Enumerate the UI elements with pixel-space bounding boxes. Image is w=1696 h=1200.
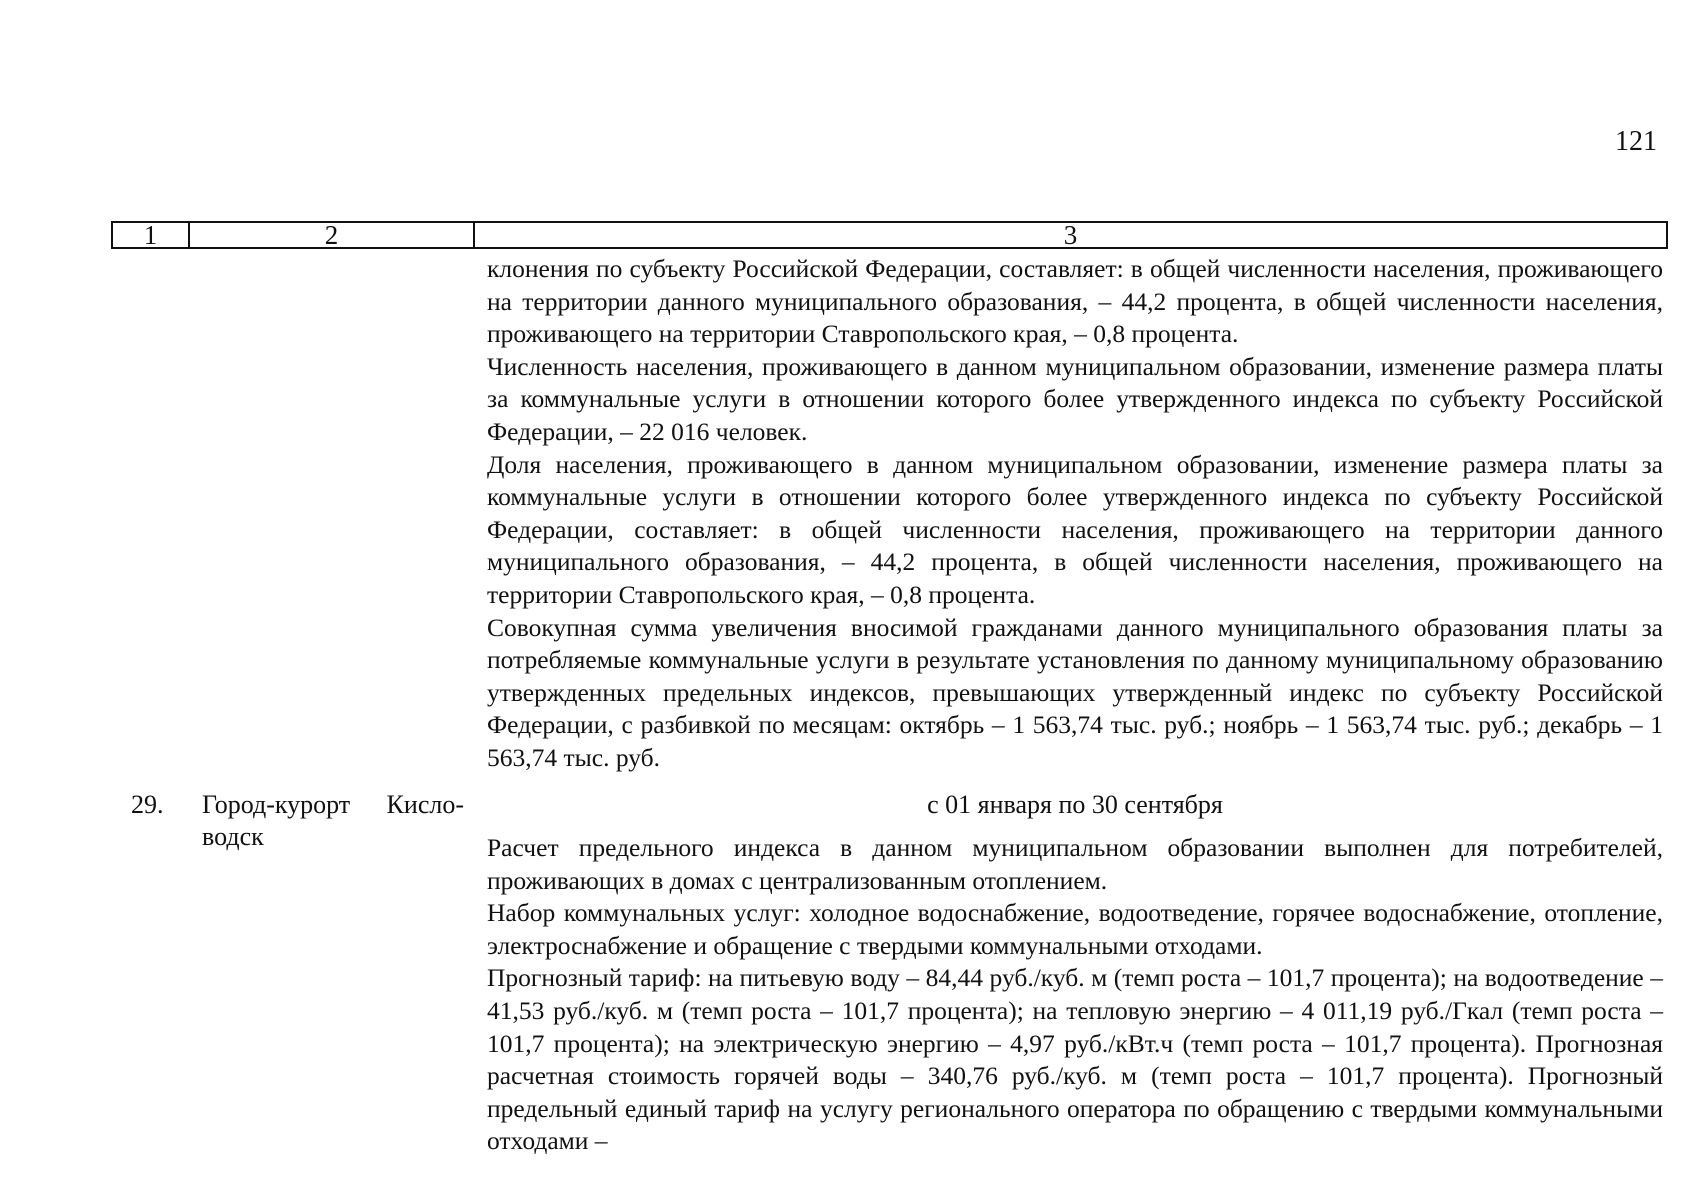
row-29-text-block bbox=[487, 832, 1663, 1158]
paragraph: Численность населения, проживающего в данном муниципальном образовании, изменение размера платы за коммунальные услуги в отношении которого более утвержденного индекса по субъекту Российской Федерации, – 22 016 человек. bbox=[487, 351, 1663, 446]
paragraph: Набор коммунальных услуг: холодное водоснабжение, водоотведение, горячее водоснабжение, отопление, электроснабжение и обращение с твердыми коммунальными отходами. bbox=[487, 898, 1663, 960]
column-header-1: 1 bbox=[113, 223, 190, 247]
row-number: 29. bbox=[131, 790, 164, 819]
page-number: 121 bbox=[1615, 126, 1657, 157]
paragraph: клонения по субъекту Российской Федерации, составляет: в общей численности населения, проживающего на территории данного муниципального образования, – 44,2 процента, в общей численности населения, проживающего на территории Ставропольского края, – 0,8 процента. bbox=[487, 254, 1663, 349]
table-header-row bbox=[111, 221, 1668, 249]
paragraph: Прогнозный тариф: на питьевую воду – 84,44 руб./куб. м (темп роста – 101,7 процента); на водоотведение – 41,53 руб./куб. м (темп роста – 101,7 процента); на тепловую энергию – 4 011,19 руб./Гкал (темп роста – 101,7 процента); на электрическую энергию – 4,97 руб./кВт.ч (темп роста – 101,7 процента). Прогнозная расчетная стоимость горячей воды – 340,76 руб./куб. м (темп роста – 101,7 процента). Прогнозный предельный единый тариф на услугу регионального оператора по обращению с твердыми коммунальными отходами – bbox=[487, 963, 1663, 1156]
municipality-name: Город-курорт Кисловодск bbox=[202, 790, 464, 851]
paragraph: Совокупная сумма увеличения вносимой гражданами данного муниципального образования платы за потребляемые коммунальные услуги в результате установления по данному муниципальному образованию утвержденных предельных индексов, превышающих утвержденный индекс по субъекту Российской Федерации, с разбивкой по месяцам: октябрь – 1 563,74 тыс. руб.; ноябрь – 1 563,74 тыс. руб.; декабрь – 1 563,74 тыс. руб. bbox=[487, 612, 1663, 772]
column-header-3: 3 bbox=[1063, 220, 1078, 250]
paragraph: Доля населения, проживающего в данном муниципальном образовании, изменение размера платы за коммунальные услуги в отношении которого более утвержденного индекса по субъекту Российской Федерации, составляет: в общей численности населения, проживающего на территории данного муниципального образования, – 44,2 процента, в общей численности населения, проживающего на территории Ставропольского края, – 0,8 процента. bbox=[487, 449, 1663, 609]
continued-text-block bbox=[487, 253, 1663, 775]
paragraph: Расчет предельного индекса в данном муниципальном образовании выполнен для потребителей, проживающих в домах с централизованным отоплением. bbox=[487, 833, 1663, 895]
column-header-2: 2 bbox=[190, 223, 475, 247]
period-heading: с 01 января по 30 сентября bbox=[927, 790, 1223, 819]
